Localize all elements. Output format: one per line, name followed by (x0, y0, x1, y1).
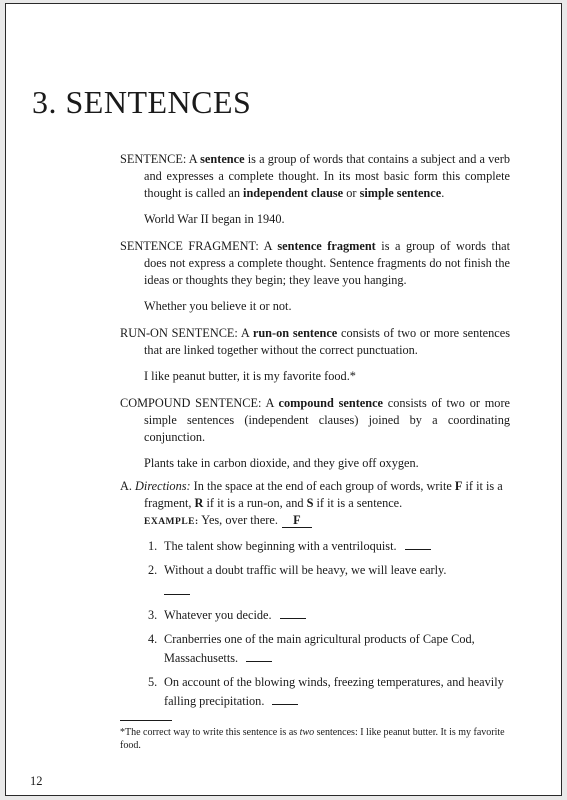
definition-run-on: RUN-ON SENTENCE: A run-on sentence consists of two or more sentences that are linked together without the correct punctuation. (120, 326, 510, 357)
answer-blank[interactable] (164, 584, 190, 595)
definition-fragment: SENTENCE FRAGMENT: A sentence fragment is a group of words that does not express a complete thought. Sentence fragments do not finish the ideas or thoughts they begin; they leave you hanging. (120, 239, 510, 287)
exercise-section (120, 478, 510, 716)
exercise-item: 2. Without a doubt traffic will be heavy, we will leave early. (120, 561, 510, 601)
answer-blank[interactable] (272, 694, 298, 705)
exercise-item: 4. Cranberries one of the main agricultural products of Cape Cod, Massachusetts. (148, 632, 475, 665)
definition-sentence: SENTENCE: A sentence is a group of words that contains a subject and a verb and expresses a complete thought. In its most basic form this complete thought is called an independent clause or simple sentence. (120, 152, 511, 200)
example-answer: F (282, 514, 312, 528)
bold-term: independent clause (243, 186, 344, 200)
document-page (5, 3, 562, 796)
bold-term: sentence fragment (277, 239, 376, 253)
example-run-on: I like peanut butter, it is my favorite food.* (144, 369, 356, 383)
exercise-item: 5. On account of the blowing winds, freezing temperatures, and heavily falling precipitation. (148, 675, 504, 708)
example-fragment: Whether you believe it or not. (144, 299, 292, 313)
exercise-item: 1. The talent show beginning with a ventriloquist. (120, 537, 510, 556)
bold-term: run-on sentence (252, 326, 338, 340)
directions-label: Directions: (135, 479, 191, 493)
footnote-rule (120, 720, 172, 721)
term: SENTENCE: (120, 152, 187, 166)
answer-blank[interactable] (405, 539, 431, 550)
answer-blank[interactable] (280, 608, 306, 619)
answer-blank[interactable] (246, 651, 272, 662)
footnote: *The correct way to write this sentence is as two sentences: I like peanut butter. It is my favorite food. (120, 727, 505, 751)
exercise-example: EXAMPLE: Yes, over there. F (144, 512, 510, 531)
example-compound: Plants take in carbon dioxide, and they give off oxygen. (144, 456, 419, 470)
example-sentence: World War II began in 1940. (144, 212, 285, 226)
definition-compound: COMPOUND SENTENCE: A compound sentence consists of two or more simple sentences (independent clauses) joined by a coordinating conjunction. (120, 396, 511, 444)
bold-term: compound sentence (278, 396, 384, 410)
exercise-directions: A. Directions: In the space at the end of each group of words, write F if it is a fragment, R if it is a run-on, and S if it is a sentence. (120, 479, 503, 510)
bold-term: simple sentence (359, 186, 442, 200)
example-label: EXAMPLE: (144, 517, 199, 527)
exercise-item: 3. Whatever you decide. (120, 606, 510, 625)
chapter-title: 3. SENTENCES (32, 84, 252, 120)
page-number: 12 (30, 774, 43, 788)
definitions-section (120, 151, 510, 482)
exercise-items (120, 537, 510, 711)
bold-term: sentence (200, 152, 245, 166)
term: SENTENCE FRAGMENT: (120, 239, 259, 253)
term: RUN-ON SENTENCE: (120, 326, 238, 340)
term: COMPOUND SENTENCE: (120, 396, 262, 410)
